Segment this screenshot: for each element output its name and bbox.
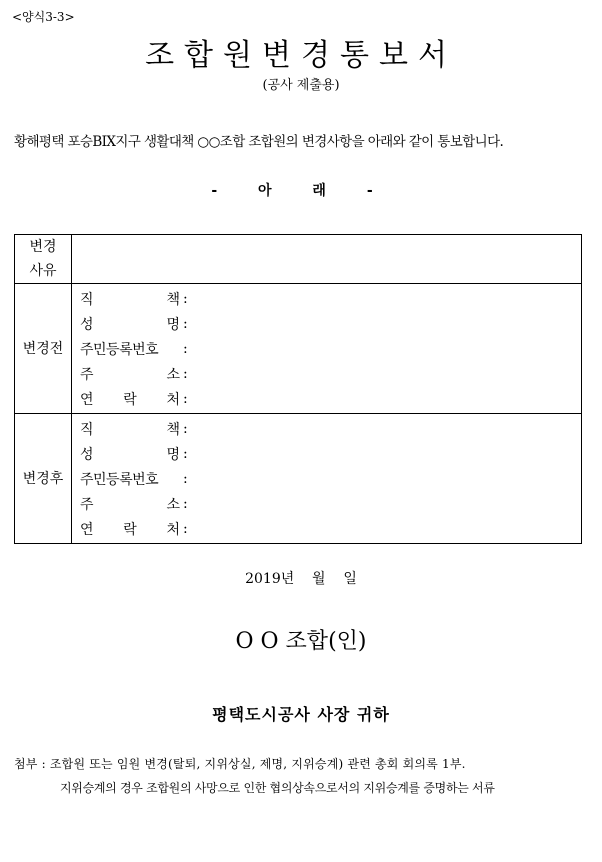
after-field-row: [80, 416, 581, 441]
field-label-char: 소: [166, 366, 180, 383]
field-label-char: 책: [166, 291, 180, 308]
before-label: 변경전: [15, 284, 72, 414]
field-label-char: 연: [80, 391, 94, 408]
field-label-char: 명: [166, 446, 180, 463]
field-label-char: 주: [80, 366, 94, 383]
field-label-char: 직: [80, 421, 94, 438]
after-field-colon: :: [183, 445, 188, 462]
after-field-colon: :: [183, 470, 188, 487]
reason-label-line1: 변경: [29, 239, 57, 255]
after-label: 변경후: [15, 414, 72, 544]
before-field-colon: :: [183, 365, 188, 382]
reason-label-line2: 사유: [29, 263, 57, 279]
change-info-table: [14, 234, 582, 544]
addressee: 평택도시공사 사장 귀하: [212, 705, 390, 724]
field-label-char: 락: [123, 391, 137, 408]
before-field-colon: :: [183, 315, 188, 332]
union-signature: O O 조합(인): [235, 629, 367, 654]
attachment-line-2: 지위승계의 경우 조합원의 사망으로 인한 협의상속으로서의 지위승계를 증명하는 서류: [60, 781, 495, 795]
after-fields[interactable]: [72, 414, 582, 544]
before-field-row: [80, 361, 581, 386]
before-field-colon: :: [183, 290, 188, 307]
form-number: <양식3-3>: [12, 10, 75, 24]
reason-label: [15, 235, 72, 284]
field-label-char: 성: [80, 446, 94, 463]
field-label-char: 락: [123, 521, 137, 538]
document-subtitle: (공사 제출용): [262, 78, 340, 93]
before-row: [15, 284, 582, 414]
after-field-colon: :: [183, 495, 188, 512]
field-label-char: 명: [166, 316, 180, 333]
before-field-row: [80, 386, 581, 411]
field-label-char: 주민등록번호: [80, 471, 159, 488]
before-field-row: [80, 336, 581, 361]
before-field-label: [80, 364, 180, 384]
field-label-char: 주: [80, 496, 94, 513]
after-row: [15, 414, 582, 544]
after-field-row: [80, 466, 581, 491]
before-field-label: [80, 289, 180, 309]
before-field-colon: :: [183, 340, 188, 357]
field-label-char: 처: [166, 391, 180, 408]
field-label-char: 소: [166, 496, 180, 513]
field-label-char: 처: [166, 521, 180, 538]
reason-value[interactable]: [72, 235, 582, 284]
field-label-char: 책: [166, 421, 180, 438]
before-field-label: [80, 339, 180, 359]
before-field-row: [80, 286, 581, 311]
intro-text: 황해평택 포승BIX지구 생활대책 ○○조합 조합원의 변경사항을 아래와 같이 통보합니다.: [14, 134, 504, 150]
before-field-label: [80, 389, 180, 409]
after-field-row: [80, 516, 581, 541]
after-field-label: [80, 444, 180, 464]
before-fields[interactable]: [72, 284, 582, 414]
before-field-row: [80, 311, 581, 336]
document-title: 조합원변경통보서: [145, 38, 457, 73]
field-label-char: 직: [80, 291, 94, 308]
after-field-label: [80, 519, 180, 539]
after-field-label: [80, 469, 180, 489]
before-field-label: [80, 314, 180, 334]
after-field-colon: :: [183, 420, 188, 437]
after-field-row: [80, 491, 581, 516]
notice-heading: - 아 래 -: [211, 183, 391, 199]
before-field-colon: :: [183, 390, 188, 407]
date-line: 2019년 월 일: [245, 571, 357, 587]
after-field-row: [80, 441, 581, 466]
field-label-char: 성: [80, 316, 94, 333]
after-field-label: [80, 419, 180, 439]
reason-row: [15, 235, 582, 284]
field-label-char: 연: [80, 521, 94, 538]
field-label-char: 주민등록번호: [80, 341, 159, 358]
attachment-line-1: 첨부 : 조합원 또는 임원 변경(탈퇴, 지위상실, 제명, 지위승계) 관련 총회 회의록 1부.: [14, 757, 466, 771]
after-field-colon: :: [183, 520, 188, 537]
after-field-label: [80, 494, 180, 514]
